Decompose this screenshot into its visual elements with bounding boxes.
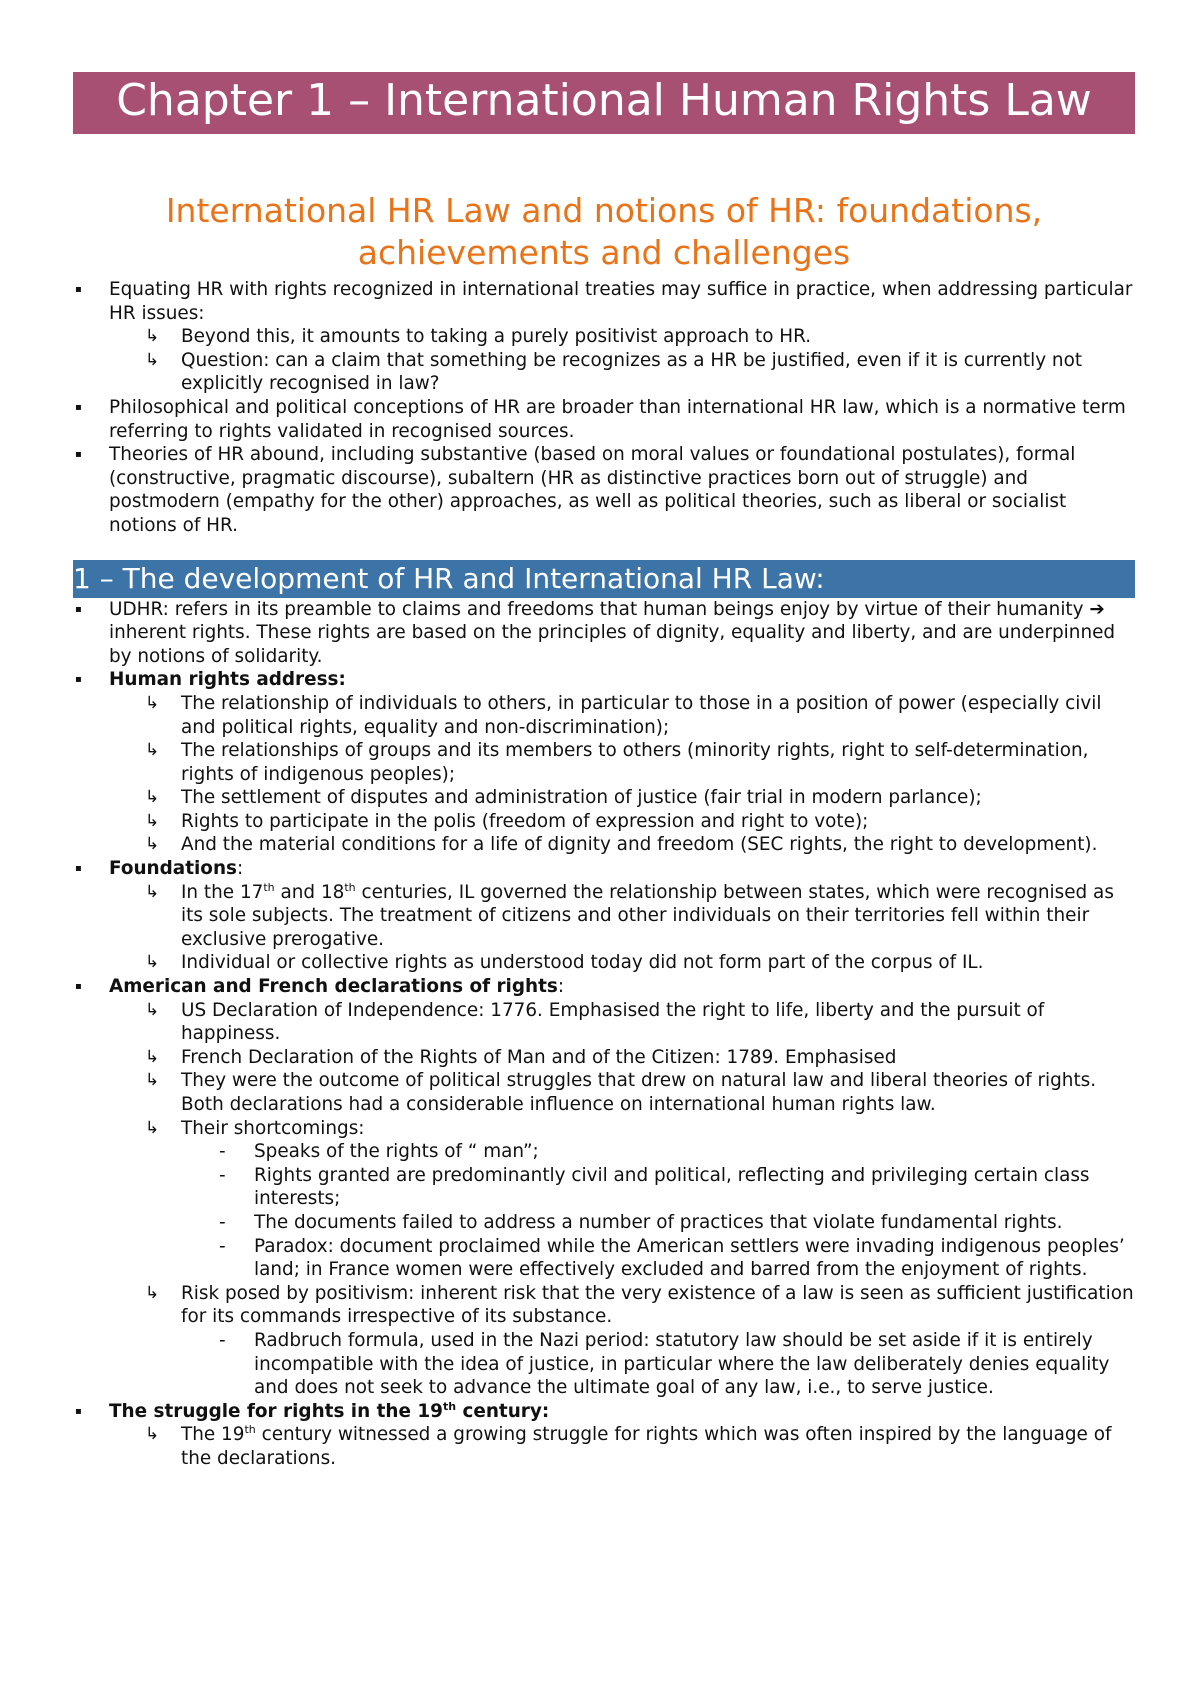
superscript: th bbox=[244, 1423, 256, 1437]
item-text: Beyond this, it amounts to taking a purely positivist approach to HR. bbox=[181, 326, 812, 348]
list-item bbox=[217, 1164, 1135, 1211]
list-item bbox=[73, 668, 1135, 857]
chapter-title: Chapter 1 – International Human Rights Law bbox=[73, 72, 1135, 134]
list-item bbox=[145, 881, 1135, 952]
item-text: Theories of HR abound, including substantive (based on moral values or foundational postulates), formal (constructive, pragmatic discourse), subaltern (HR as distinctive practices born out of struggle) and postmodern (empathy for the other) approaches, as well as political theories, such as liberal or socialist notions of HR. bbox=[109, 444, 1076, 536]
list-item bbox=[145, 349, 1135, 396]
list-item bbox=[73, 396, 1135, 443]
list-item bbox=[73, 857, 1135, 975]
item-text: Philosophical and political conceptions of HR are broader than international HR law, which is a normative term referring to rights validated in recognised sources. bbox=[109, 396, 1126, 442]
item-text: The settlement of disputes and administration of justice (fair trial in modern parlance); bbox=[181, 787, 982, 809]
item-text: century witnessed a growing struggle for rights which was often inspired by the language of the declarations. bbox=[181, 1424, 1112, 1469]
arrow-bullet-icon: ↳ bbox=[145, 834, 160, 855]
item-text: The 19 bbox=[181, 1424, 245, 1446]
dash-bullet-icon: - bbox=[219, 1164, 226, 1186]
sub-list bbox=[145, 692, 1135, 857]
item-text: In the 17 bbox=[181, 881, 264, 903]
arrow-bullet-icon: ↳ bbox=[145, 999, 160, 1020]
superscript: th bbox=[344, 880, 356, 894]
arrow-bullet-icon: ↳ bbox=[145, 692, 160, 713]
item-text: Individual or collective rights as understood today did not form part of the corpus of IL. bbox=[181, 952, 984, 974]
section-subtitle: International HR Law and notions of HR: foundations, achievements and challenges bbox=[165, 191, 1043, 272]
item-text: Rights to participate in the polis (freedom of expression and right to vote); bbox=[181, 810, 869, 832]
arrow-bullet-icon: ↳ bbox=[145, 349, 160, 370]
item-text: The relationship of individuals to others, in particular to those in a position of power (especially civil and political rights, equality and non-discrimination); bbox=[181, 692, 1102, 738]
arrow-bullet-icon: ↳ bbox=[145, 1282, 160, 1303]
item-text: And the material conditions for a life of dignity and freedom (SEC rights, the right to development). bbox=[181, 834, 1098, 856]
square-bullet-icon: ▪ bbox=[75, 449, 82, 461]
list-item bbox=[73, 598, 1135, 669]
list-item bbox=[217, 1211, 1135, 1235]
item-heading-colon: : bbox=[557, 976, 565, 998]
list-item bbox=[73, 975, 1135, 1400]
arrow-bullet-icon: ↳ bbox=[145, 1424, 160, 1445]
item-text: Question: can a claim that something be recognizes as a HR be justified, even if it is currently not explicitly recognised in law? bbox=[181, 349, 1083, 395]
item-text: inherent rights. These rights are based on the principles of dignity, equality and liberty, and are underpinned by notions of solidarity. bbox=[109, 622, 1116, 667]
document-page bbox=[73, 72, 1135, 1471]
list-item bbox=[73, 278, 1135, 396]
item-text: Rights granted are predominantly civil and political, reflecting and privileging certain class interests; bbox=[254, 1164, 1090, 1210]
arrow-bullet-icon: ↳ bbox=[145, 1070, 160, 1091]
sub-sub-list bbox=[217, 1329, 1135, 1400]
square-bullet-icon: ▪ bbox=[75, 981, 82, 993]
list-item bbox=[145, 739, 1135, 786]
item-text: The relationships of groups and its members to others (minority rights, right to self-determination, rights of indigenous peoples); bbox=[181, 740, 1089, 785]
list-item bbox=[145, 1282, 1135, 1400]
item-text: centuries, IL governed the relationship between states, which were recognised as its sole subjects. The treatment of citizens and other individuals on their territories fell within their exclusive prerogative. bbox=[181, 881, 1114, 950]
item-heading-colon: : bbox=[236, 858, 244, 880]
list-item bbox=[145, 951, 1135, 975]
square-bullet-icon: ▪ bbox=[75, 603, 82, 615]
dash-bullet-icon: - bbox=[219, 1235, 226, 1257]
list-item bbox=[217, 1140, 1135, 1164]
square-bullet-icon: ▪ bbox=[75, 863, 82, 875]
item-heading: Foundations bbox=[109, 858, 237, 880]
sub-list bbox=[145, 881, 1135, 975]
right-arrow-icon: ➔ bbox=[1089, 598, 1105, 620]
dash-bullet-icon: - bbox=[219, 1211, 226, 1233]
item-heading: The struggle for rights in the 19 bbox=[109, 1400, 443, 1422]
item-text: and 18 bbox=[274, 881, 345, 903]
arrow-bullet-icon: ↳ bbox=[145, 740, 160, 761]
arrow-bullet-icon: ↳ bbox=[145, 881, 160, 902]
item-text: The documents failed to address a number of practices that violate fundamental rights. bbox=[254, 1211, 1063, 1233]
item-text: Radbruch formula, used in the Nazi period: statutory law should be set aside if it is entirely incompatible with the idea of justice, in particular where the law deliberately denies equality and does not seek to advance the ultimate goal of any law, i.e., to serve justice. bbox=[254, 1329, 1110, 1399]
section1-list bbox=[73, 598, 1135, 1471]
item-text: French Declaration of the Rights of Man and of the Citizen: 1789. Emphasised bbox=[181, 1046, 897, 1068]
list-item bbox=[145, 1046, 1135, 1070]
square-bullet-icon: ▪ bbox=[75, 284, 82, 295]
list-item bbox=[145, 833, 1135, 857]
dash-bullet-icon: - bbox=[219, 1329, 226, 1351]
item-text: Paradox: document proclaimed while the American settlers were invading indigenous peoples’ land; in France women were effectively excluded and barred from the enjoyment of rights. bbox=[254, 1235, 1125, 1281]
list-item bbox=[217, 1235, 1135, 1282]
item-text: Their shortcomings: bbox=[181, 1117, 365, 1139]
superscript: th bbox=[263, 880, 275, 894]
list-item bbox=[217, 1329, 1135, 1400]
dash-bullet-icon: - bbox=[219, 1141, 226, 1163]
arrow-bullet-icon: ↳ bbox=[145, 787, 160, 808]
sub-list bbox=[145, 325, 1135, 396]
item-heading: American and French declarations of rights bbox=[109, 976, 558, 998]
list-item bbox=[145, 1423, 1135, 1470]
intro-list bbox=[73, 278, 1135, 538]
arrow-bullet-icon: ↳ bbox=[145, 326, 160, 347]
item-heading: Human rights address: bbox=[109, 669, 346, 691]
list-item bbox=[145, 1117, 1135, 1282]
list-item bbox=[145, 325, 1135, 349]
list-item bbox=[145, 692, 1135, 739]
item-text: Risk posed by positivism: inherent risk that the very existence of a law is seen as sufficient justification for its commands irrespective of its substance. bbox=[181, 1282, 1134, 1328]
square-bullet-icon: ▪ bbox=[75, 674, 82, 686]
list-item bbox=[73, 443, 1135, 537]
arrow-bullet-icon: ↳ bbox=[145, 810, 160, 831]
list-item bbox=[73, 1400, 1135, 1471]
item-text: They were the outcome of political struggles that drew on natural law and liberal theories of rights. Both declarations had a considerable influence on international human rights law. bbox=[181, 1070, 1097, 1115]
superscript: th bbox=[442, 1399, 457, 1413]
list-item bbox=[145, 810, 1135, 834]
arrow-bullet-icon: ↳ bbox=[145, 1117, 160, 1138]
item-text: US Declaration of Independence: 1776. Emphasised the right to life, liberty and the pursuit of happiness. bbox=[181, 999, 1045, 1045]
sub-list bbox=[145, 1423, 1135, 1470]
item-text: UDHR: refers in its preamble to claims and freedoms that human beings enjoy by virtue of their humanity bbox=[109, 598, 1090, 620]
square-bullet-icon: ▪ bbox=[75, 401, 82, 413]
sub-sub-list bbox=[217, 1140, 1135, 1282]
square-bullet-icon: ▪ bbox=[75, 1405, 82, 1417]
item-heading: century: bbox=[456, 1400, 550, 1422]
section-heading: 1 – The development of HR and International HR Law: bbox=[73, 560, 1135, 598]
sub-list bbox=[145, 999, 1135, 1400]
arrow-bullet-icon: ↳ bbox=[145, 1046, 160, 1067]
arrow-bullet-icon: ↳ bbox=[145, 952, 160, 973]
item-text: Equating HR with rights recognized in international treaties may suffice in practice, when addressing particular HR issues: bbox=[109, 279, 1133, 324]
list-item bbox=[145, 999, 1135, 1046]
list-item bbox=[145, 1069, 1135, 1116]
item-text: Speaks of the rights of “ man”; bbox=[254, 1141, 539, 1163]
list-item bbox=[145, 786, 1135, 810]
